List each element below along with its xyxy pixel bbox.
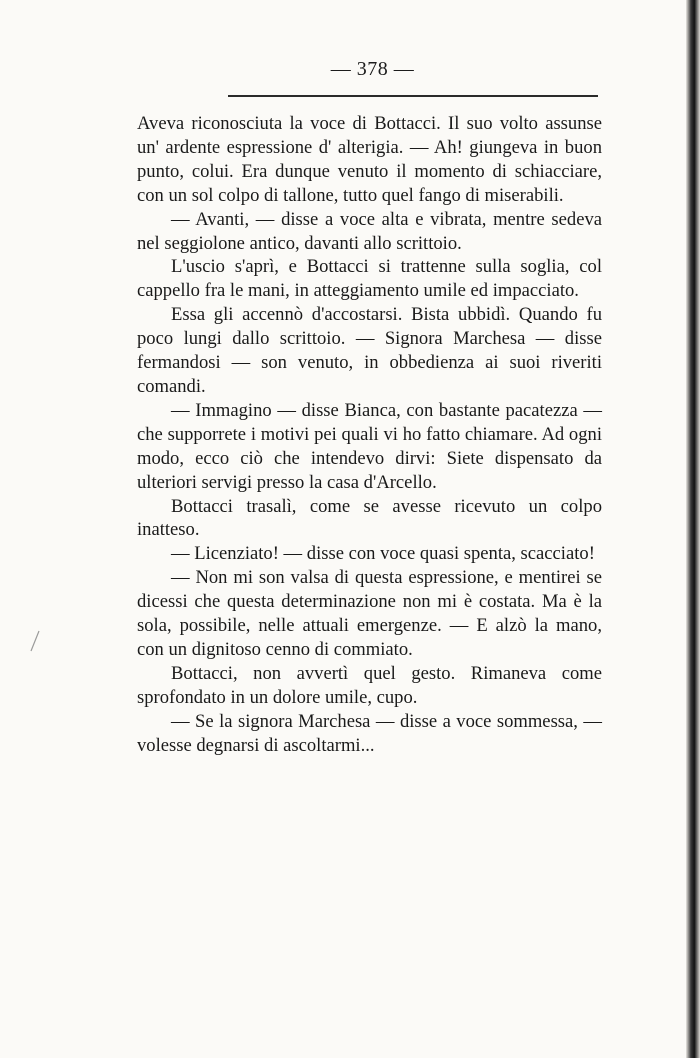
header-rule <box>228 95 598 97</box>
page-number: — 378 — <box>330 58 415 80</box>
body-text <box>137 112 602 757</box>
page-edge-shadow <box>686 0 700 1058</box>
paragraph: — Avanti, — disse a voce alta e vibrata, mentre sedeva nel seggiolone antico, davanti allo scrittoio. <box>137 208 602 254</box>
margin-pencil-mark <box>30 630 40 652</box>
paragraph: L'uscio s'aprì, e Bottacci si trattenne sulla soglia, col cappello fra le mani, in atteggiamento umile ed impacciato. <box>137 256 602 302</box>
paragraph: Aveva riconosciuta la voce di Bottacci. Il suo volto assunse un' ardente espressione d' alterigia. — Ah! giungeva in buon punto, colui. Era dunque venuto il momento di schiacciare, con un sol colpo di tallone, tutto quel fango di miserabili. <box>137 113 602 206</box>
paragraph: Bottacci trasalì, come se avesse ricevuto un colpo inatteso. <box>137 495 602 541</box>
paragraph: — Non mi son valsa di questa espressione, e mentirei se dicessi che questa determinazione non mi è costata. Ma è la sola, possibile, nelle attuali emergenze. — E alzò la mano, con un dignitoso cenno di commiato. <box>137 567 602 660</box>
paragraph: — Licenziato! — disse con voce quasi spenta, scacciato! <box>171 543 595 565</box>
paragraph: Bottacci, non avvertì quel gesto. Rimaneva come sprofondato in un dolore umile, cupo. <box>137 662 602 708</box>
paragraph: Essa gli accennò d'accostarsi. Bista ubbidì. Quando fu poco lungi dallo scrittoio. — Signora Marchesa — disse fermandosi — son venuto, in obbedienza ai suoi riveriti comandi. <box>137 304 602 397</box>
paragraph: — Se la signora Marchesa — disse a voce sommessa, — volesse degnarsi di ascoltarmi... <box>137 710 602 756</box>
pencil-mark-icon <box>30 630 40 652</box>
paragraph: — Immagino — disse Bianca, con bastante pacatezza — che supporrete i motivi pei quali vi ho fatto chiamare. Ad ogni modo, ecco ciò che intendevo dirvi: Siete dispensato da ulteriori servigi presso la casa d'Arcello. <box>137 399 602 493</box>
